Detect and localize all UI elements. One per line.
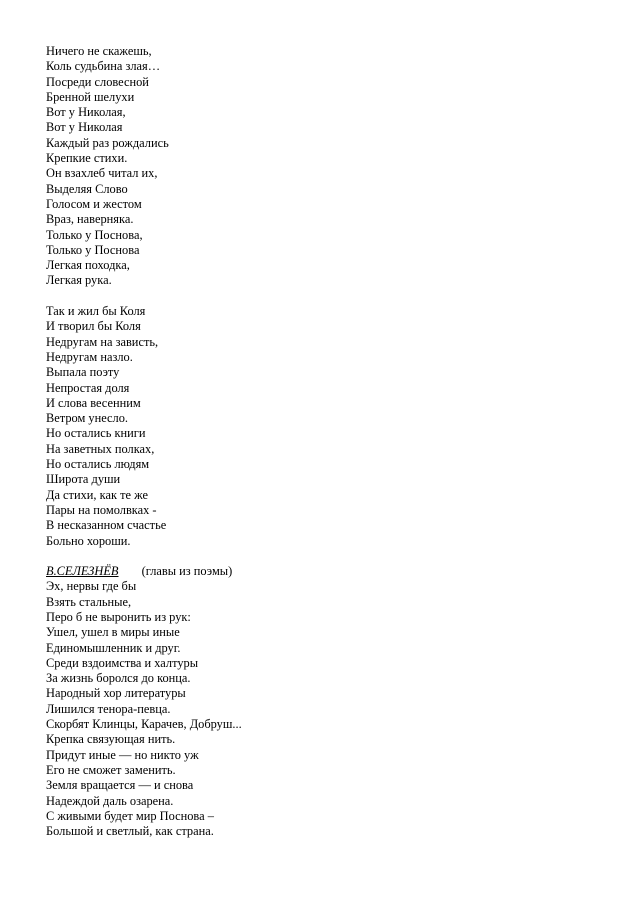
poem-line: Легкая походка, [46, 258, 130, 273]
poem-line: Но остались книги [46, 426, 146, 441]
poem-line: Вот у Николая, [46, 105, 126, 120]
poem-line: На заветных полках, [46, 441, 155, 456]
poem-line: Ветром унесло. [46, 411, 129, 426]
poem-line: Земля вращается — и снова [46, 778, 194, 793]
poem-line: Его не сможет заменить. [46, 762, 176, 777]
poem-line: Крепка связующая нить. [46, 732, 176, 747]
poem-line: Большой и светлый, как страна. [46, 824, 214, 839]
poem-line: Крепкие стихи. [46, 151, 128, 166]
poem-line: Он взахлеб читал их, [46, 166, 158, 181]
poem-line: Ничего не скажешь, [46, 44, 152, 58]
poem-line: Выделяя Слово [46, 181, 128, 196]
poem-line: Выпала поэту [46, 365, 120, 380]
poem-line: И слова весенним [46, 395, 141, 410]
stanza-1 [46, 44, 606, 289]
poem-line: Единомышленник и друг. [46, 640, 181, 655]
poem-line: Скорбят Клинцы, Карачев, Добруш... [46, 717, 242, 732]
poem-line: Перо б не выронить из рук: [46, 609, 191, 624]
poem-line: Каждый раз рождались [46, 135, 169, 150]
poem-line: Недругам на зависть, [46, 334, 159, 349]
poem-line: Враз, наверняка. [46, 212, 134, 227]
poem-line: Среди вздоимства и халтуры [46, 655, 199, 670]
poem-line: Но остались людям [46, 457, 150, 472]
poem-line: Вот у Николая [46, 120, 123, 135]
poem-line: Недругам назло. [46, 349, 133, 364]
poem-page [46, 44, 606, 839]
poem-line: Ушел, ушел в миры иные [46, 625, 180, 640]
poem-line: Эх, нервы где бы [46, 579, 137, 594]
poem-line: Взять стальные, [46, 594, 132, 609]
poem-line: Голосом и жестом [46, 196, 142, 211]
poem-line: Пары на помолвках - [46, 502, 157, 517]
poem-line: И творил бы Коля [46, 319, 141, 334]
poem-line: Легкая рука. [46, 273, 112, 288]
poem-line: Надеждой даль озарена. [46, 793, 174, 808]
poem-line: Так и жил бы Коля [46, 304, 146, 319]
poem-line: Придут иные — но никто уж [46, 747, 199, 762]
heading-note: (главы из поэмы) [141, 564, 233, 579]
poem-line: В несказанном счастье [46, 518, 167, 533]
poem-line: Только у Поснова [46, 242, 140, 257]
poem-line: Бренной шелухи [46, 89, 135, 104]
poem-heading [46, 564, 606, 579]
stanza-2 [46, 304, 606, 549]
poem-line: Широта души [46, 472, 121, 487]
poem-line: Коль судьбина злая… [46, 59, 161, 74]
poem-line: Лишился тенора-певца. [46, 701, 171, 716]
poem-line: Непростая доля [46, 380, 130, 395]
stanza-3 [46, 579, 606, 839]
poem-line: Народный хор литературы [46, 686, 186, 701]
heading-author: В.СЕЛЕЗНЁВ [46, 564, 119, 579]
poem-line: Посреди словесной [46, 74, 149, 89]
poem-line: С живыми будет мир Поснова – [46, 808, 214, 823]
poem-line: Только у Поснова, [46, 227, 143, 242]
stanza-gap [46, 549, 606, 564]
poem-line: Да стихи, как те же [46, 487, 148, 502]
poem-line: Больно хороши. [46, 533, 131, 548]
stanza-gap [46, 289, 606, 304]
poem-line: За жизнь боролся до конца. [46, 671, 191, 686]
